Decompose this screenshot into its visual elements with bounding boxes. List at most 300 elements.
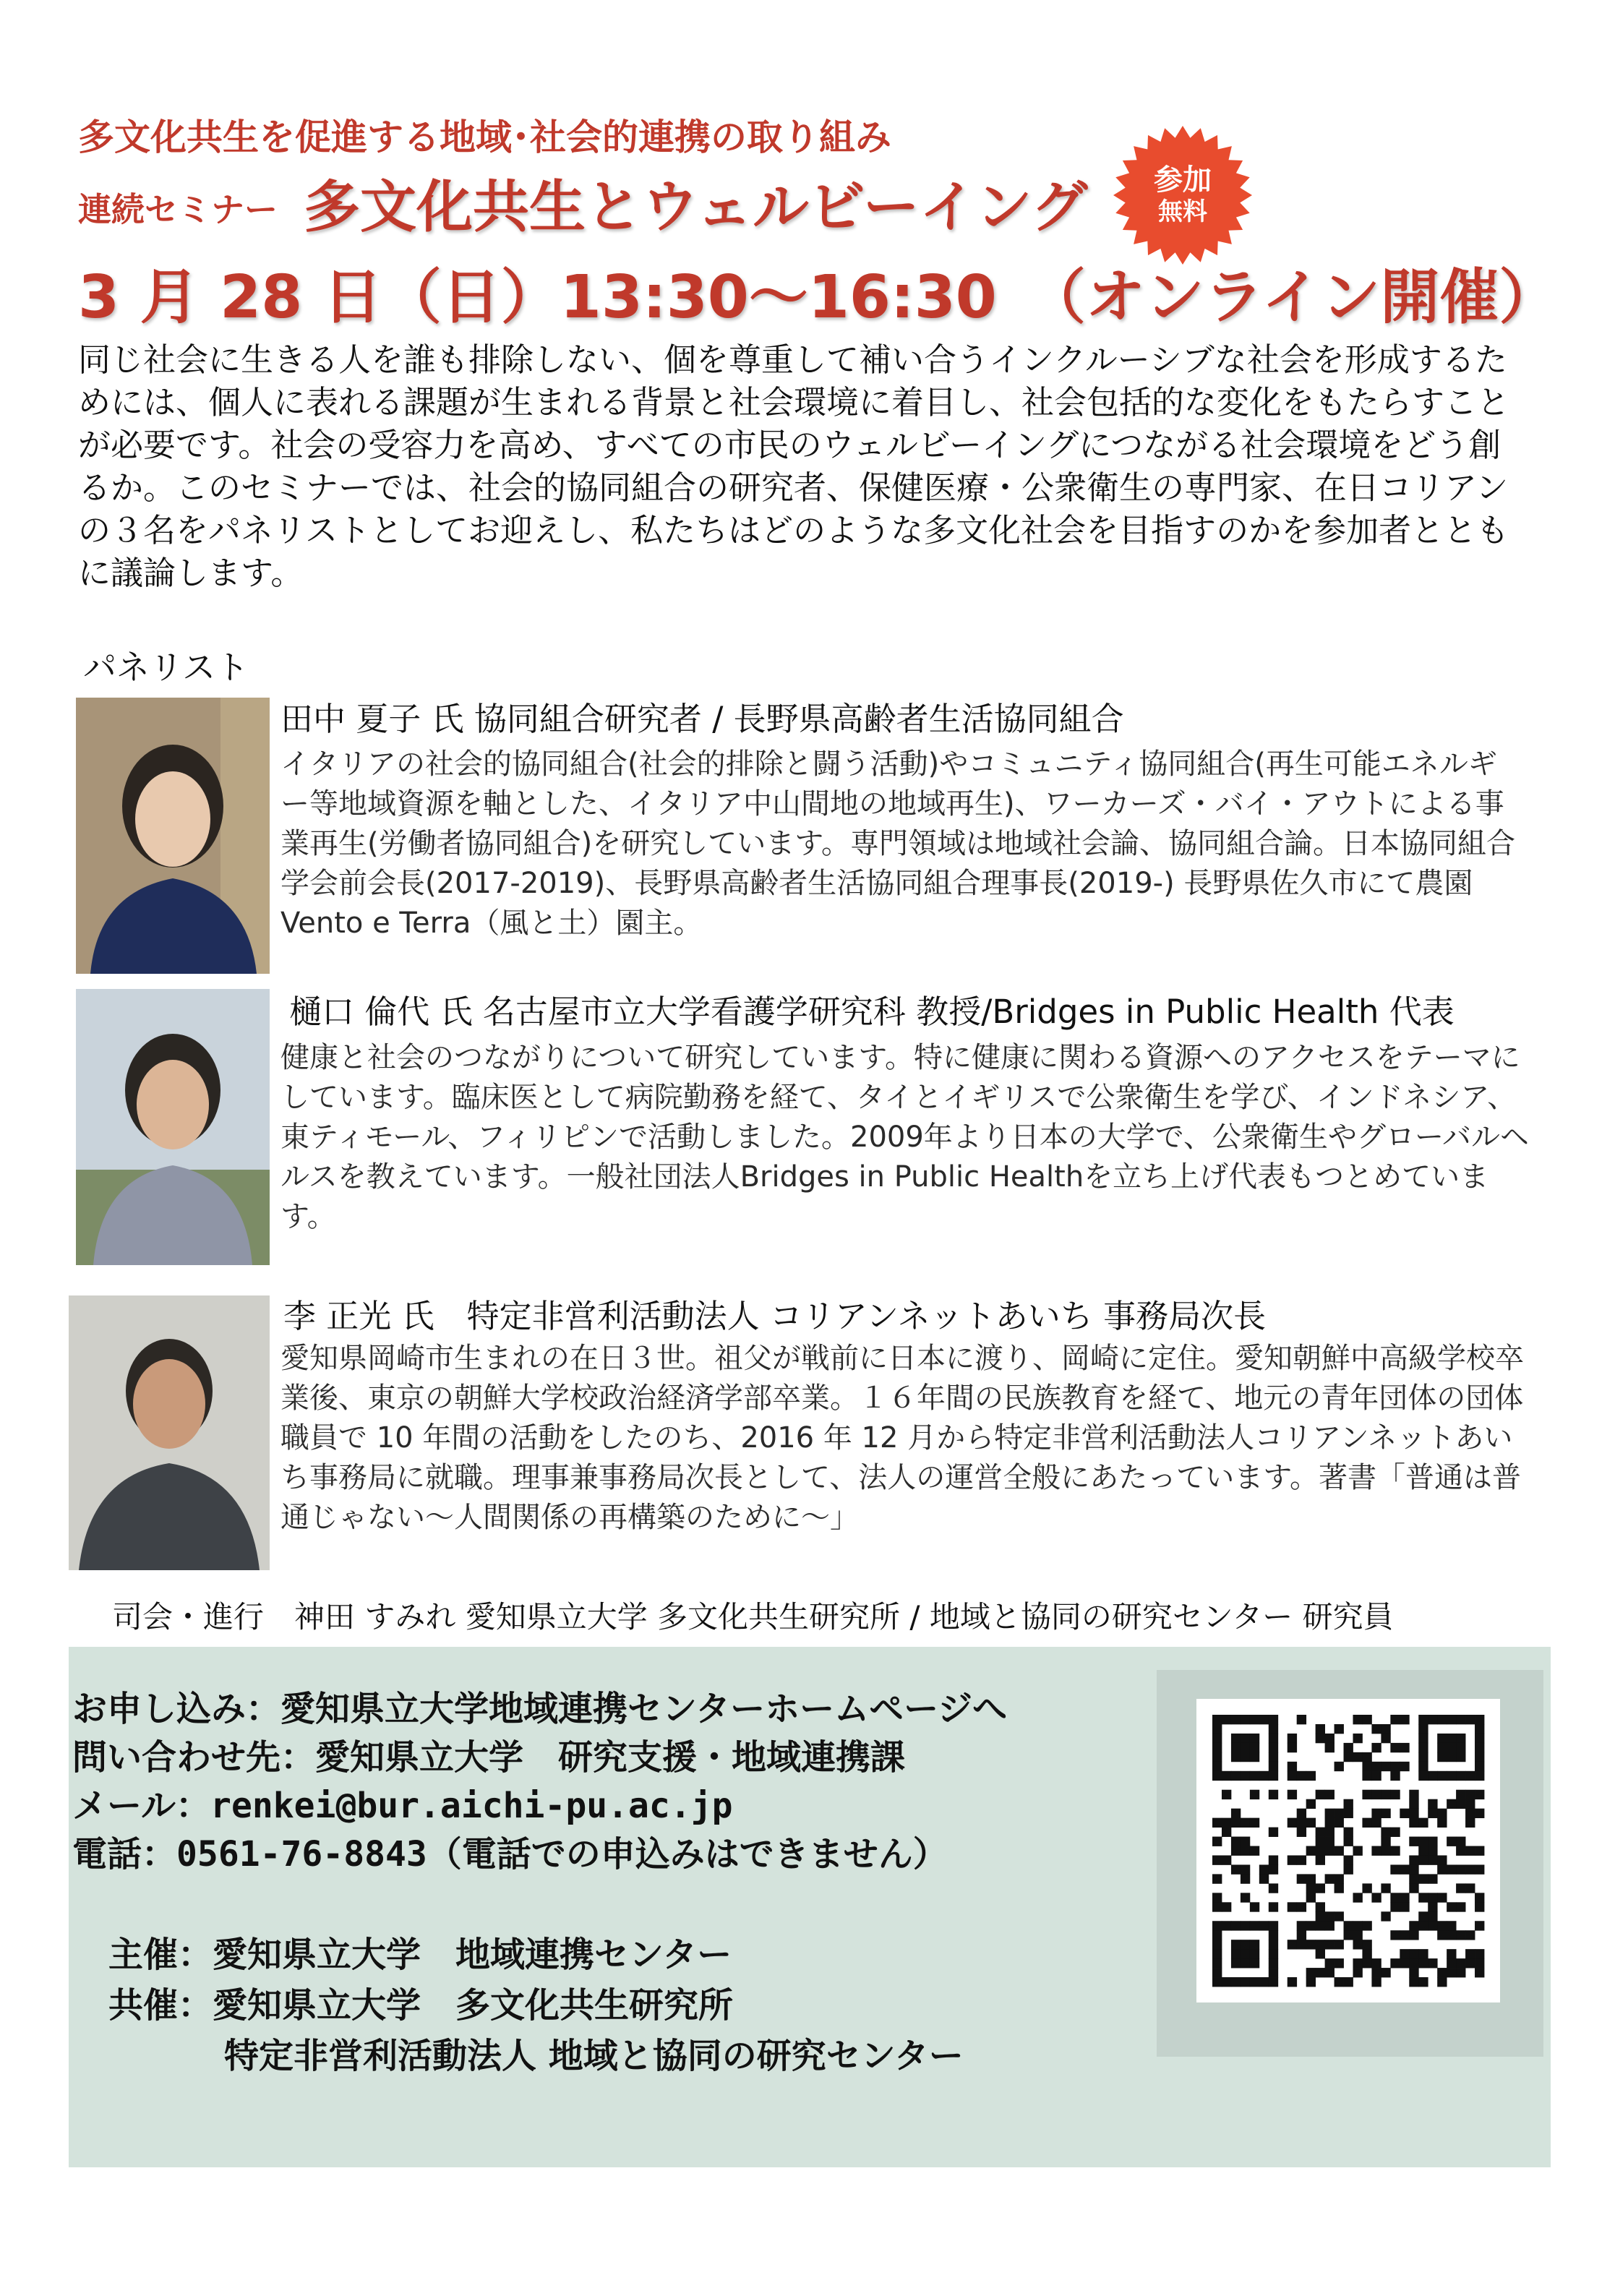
qr-module	[1371, 1977, 1381, 1987]
qr-module	[1400, 1762, 1409, 1771]
qr-module	[1306, 1977, 1316, 1987]
qr-module	[1212, 1958, 1222, 1968]
moderator-line: 司会・進行 神田 すみれ 愛知県立大学 多文化共生研究所 / 地域と協同の研究センター 研究員	[112, 1599, 1394, 1635]
qr-module	[1241, 1893, 1250, 1902]
qr-module	[1371, 1724, 1381, 1734]
qr-module	[1456, 1864, 1465, 1874]
qr-module	[1371, 1893, 1381, 1902]
qr-module	[1428, 1958, 1437, 1968]
qr-module	[1418, 1837, 1428, 1846]
qr-module	[1306, 1921, 1316, 1930]
qr-module	[1259, 1771, 1269, 1781]
qr-module	[1390, 1864, 1400, 1874]
qr-module	[1288, 1818, 1297, 1828]
qr-module	[1353, 1930, 1362, 1940]
qr-module	[1400, 1930, 1409, 1940]
qr-module	[1371, 1771, 1381, 1781]
qr-module	[1475, 1762, 1484, 1771]
qr-module	[1465, 1930, 1475, 1940]
qr-module	[1428, 1809, 1437, 1818]
qr-module	[1456, 1958, 1465, 1968]
qr-module	[1316, 1883, 1325, 1893]
qr-module	[1362, 1715, 1371, 1724]
qr-module	[1250, 1715, 1259, 1724]
qr-module	[1353, 1958, 1362, 1968]
qr-module	[1418, 1846, 1428, 1856]
qr-module	[1428, 1921, 1437, 1930]
qr-module	[1418, 1724, 1428, 1734]
qr-module	[1437, 1752, 1447, 1762]
qr-module	[1381, 1968, 1390, 1977]
qr-module	[1409, 1949, 1418, 1958]
series-label: 連続セミナー	[78, 190, 278, 229]
qr-module	[1409, 1874, 1418, 1883]
event-datetime: 3 月 28 日（日）13:30～16:30 （オンライン開催）	[78, 263, 1559, 332]
qr-module	[1335, 1724, 1344, 1734]
qr-module	[1390, 1790, 1400, 1799]
qr-module	[1428, 1799, 1437, 1809]
qr-module	[1212, 1968, 1222, 1977]
qr-module	[1437, 1734, 1447, 1743]
qr-module	[1231, 1940, 1241, 1949]
qr-module	[1344, 1921, 1353, 1930]
qr-module	[1456, 1968, 1465, 1977]
qr-module	[1362, 1762, 1371, 1771]
qr-module	[1437, 1771, 1447, 1781]
qr-module	[1335, 1762, 1344, 1771]
qr-module	[1212, 1762, 1222, 1771]
qr-module	[1418, 1893, 1428, 1902]
qr-module	[1250, 1846, 1259, 1856]
qr-module	[1428, 1902, 1437, 1911]
qr-module	[1325, 1921, 1335, 1930]
qr-module	[1428, 1715, 1437, 1724]
qr-module	[1381, 1762, 1390, 1771]
qr-module	[1212, 1724, 1222, 1734]
qr-module	[1306, 1968, 1316, 1977]
qr-module	[1344, 1752, 1353, 1762]
qr-module	[1222, 1790, 1231, 1799]
qr-code-icon	[1196, 1699, 1500, 2002]
qr-module	[1316, 1855, 1325, 1864]
qr-module	[1325, 1837, 1335, 1846]
qr-module	[1316, 1790, 1325, 1799]
qr-module	[1325, 1828, 1335, 1837]
qr-module	[1250, 1771, 1259, 1781]
qr-module	[1269, 1883, 1278, 1893]
qr-module	[1335, 1940, 1344, 1949]
panelist-3-photo	[69, 1295, 270, 1570]
qr-module	[1447, 1921, 1456, 1930]
qr-module	[1297, 1940, 1306, 1949]
qr-module	[1316, 1968, 1325, 1977]
qr-module	[1409, 1921, 1418, 1930]
qr-module	[1409, 1790, 1418, 1799]
panelist-1-desc: イタリアの社会的協同組合(社会的排除と闘う活動)やコミュニティ協同組合(再生可能エネルギー等地域資源を軸とした、イタリア中山間地の地域再生)、ワーカーズ・バイ・アウトによる事業再生(労働者協同組合)を研究しています。専門領域は地域社会論、協同組合論。日本協同組合学会前会長(2017-2019)、長野県高齢者生活協同組合理事長(2019-) 長野県佐久市にて農園 Vento e Terra（風と土）園主。	[280, 748, 1516, 940]
qr-module	[1269, 1734, 1278, 1743]
qr-module	[1344, 1809, 1353, 1818]
qr-module	[1250, 1818, 1259, 1828]
qr-module	[1475, 1771, 1484, 1781]
qr-module	[1231, 1958, 1241, 1968]
qr-module	[1288, 1977, 1297, 1987]
qr-module	[1241, 1846, 1250, 1856]
qr-module	[1212, 1949, 1222, 1958]
qr-module	[1409, 1864, 1418, 1874]
qr-module	[1222, 1977, 1231, 1987]
qr-module	[1409, 1958, 1418, 1968]
qr-module	[1325, 1790, 1335, 1799]
cohost-line	[108, 1977, 733, 2027]
qr-module	[1288, 1940, 1297, 1949]
qr-module	[1353, 1752, 1362, 1762]
qr-code[interactable]	[1196, 1699, 1500, 2002]
qr-module	[1250, 1790, 1259, 1799]
qr-module	[1335, 1883, 1344, 1893]
qr-module	[1409, 1968, 1418, 1977]
qr-module	[1390, 1715, 1400, 1724]
qr-module	[1447, 1902, 1456, 1911]
qr-module	[1381, 1837, 1390, 1846]
qr-module	[1447, 1743, 1456, 1752]
qr-module	[1465, 1949, 1475, 1958]
qr-module	[1390, 1902, 1400, 1911]
qr-module	[1212, 1743, 1222, 1752]
qr-module	[1456, 1734, 1465, 1743]
qr-module	[1335, 1958, 1344, 1968]
qr-module	[1241, 1752, 1250, 1762]
qr-module	[1475, 1752, 1484, 1762]
qr-module	[1250, 1734, 1259, 1743]
panelist-3-desc: 愛知県岡崎市生まれの在日３世。祖父が戦前に日本に渡り、岡崎に定住。愛知朝鮮中高級学校卒業後、東京の朝鮮大学校政治経済学部卒業。１６年間の民族教育を経て、地元の青年団体の団体職員で 10 年間の活動をしたのち、2016 年 12 月から特定非営利活動法人コリアンネットあいち事務局に就職。理事兼事務局次長として、法人の運営全般にあたっています。著書「普通は普通じゃない～人間関係の再構築のために～」	[280, 1342, 1524, 1534]
qr-module	[1316, 1902, 1325, 1911]
qr-module	[1362, 1818, 1371, 1828]
qr-module	[1418, 1911, 1428, 1921]
apply-line: お申し込み：愛知県立大学地域連携センターホームページへ	[72, 1689, 1008, 1729]
qr-module	[1447, 1837, 1456, 1846]
qr-module	[1456, 1715, 1465, 1724]
qr-module	[1212, 1921, 1222, 1930]
qr-module	[1456, 1902, 1465, 1911]
qr-module	[1306, 1799, 1316, 1809]
qr-module	[1269, 1724, 1278, 1734]
qr-module	[1475, 1902, 1484, 1911]
qr-module	[1418, 1949, 1428, 1958]
qr-module	[1409, 1883, 1418, 1893]
qr-module	[1250, 1977, 1259, 1987]
qr-module	[1231, 1818, 1241, 1828]
qr-module	[1465, 1818, 1475, 1828]
qr-module	[1371, 1968, 1381, 1977]
mail-label: メール：	[72, 1786, 211, 1826]
qr-module	[1306, 1893, 1316, 1902]
qr-module	[1381, 1790, 1390, 1799]
qr-module	[1447, 1958, 1456, 1968]
qr-module	[1250, 1949, 1259, 1958]
qr-module	[1390, 1743, 1400, 1752]
qr-module	[1288, 1855, 1297, 1864]
qr-module	[1400, 1809, 1409, 1818]
qr-module	[1212, 1902, 1222, 1911]
qr-module	[1390, 1958, 1400, 1968]
qr-module	[1362, 1949, 1371, 1958]
qr-module	[1400, 1949, 1409, 1958]
intro-paragraph: 同じ社会に生きる人を誰も排除しない、個を尊重して補い合うインクルーシブな社会を形成するためには、個人に表れる課題が生まれる背景と社会環境に着目し、社会包括的な変化をもたらすことが必要です。社会の受容力を高め、すべての市民のウェルビーイングにつながる社会環境をどう創るか。このセミナーでは、社会的協同組合の研究者、保健医療・公衆衛生の専門家、在日コリアンの３名をパネリストとしてお迎えし、私たちはどのような多文化社会を目指すのかを参加者とともに議論します。	[78, 340, 1510, 592]
cohost-label: 共催：	[108, 1985, 213, 2026]
qr-module	[1259, 1715, 1269, 1724]
qr-module	[1269, 1940, 1278, 1949]
qr-module	[1269, 1977, 1278, 1987]
cohost-1: 愛知県立大学 多文化共生研究所	[213, 1985, 734, 2026]
qr-module	[1269, 1715, 1278, 1724]
qr-module	[1409, 1799, 1418, 1809]
qr-module	[1475, 1809, 1484, 1818]
qr-module	[1231, 1771, 1241, 1781]
qr-module	[1231, 1809, 1241, 1818]
qr-module	[1297, 1874, 1306, 1883]
qr-module	[1269, 1930, 1278, 1940]
qr-module	[1259, 1864, 1269, 1874]
qr-module	[1381, 1846, 1390, 1856]
qr-module	[1269, 1790, 1278, 1799]
qr-module	[1241, 1940, 1250, 1949]
qr-module	[1269, 1949, 1278, 1958]
qr-module	[1222, 1771, 1231, 1781]
qr-module	[1465, 1799, 1475, 1809]
qr-module	[1212, 1715, 1222, 1724]
panelist-2-photo	[76, 989, 270, 1265]
qr-module	[1400, 1902, 1409, 1911]
qr-module	[1297, 1921, 1306, 1930]
qr-module	[1456, 1930, 1465, 1940]
phone-number[interactable]: 0561-76-8843	[176, 1834, 427, 1875]
qr-module	[1231, 1977, 1241, 1987]
qr-module	[1344, 1743, 1353, 1752]
qr-module	[1390, 1771, 1400, 1781]
qr-module	[1437, 1743, 1447, 1752]
qr-module	[1465, 1883, 1475, 1893]
qr-module	[1418, 1818, 1428, 1828]
qr-module	[1297, 1930, 1306, 1940]
qr-module	[1269, 1902, 1278, 1911]
qr-module	[1212, 1837, 1222, 1846]
qr-module	[1447, 1752, 1456, 1762]
qr-module	[1353, 1968, 1362, 1977]
qr-module	[1344, 1799, 1353, 1809]
qr-module	[1269, 1743, 1278, 1752]
qr-module	[1465, 1715, 1475, 1724]
qr-module	[1250, 1752, 1259, 1762]
mail-address[interactable]: renkei@bur.aichi-pu.ac.jp	[210, 1786, 733, 1826]
qr-module	[1306, 1883, 1316, 1893]
qr-module	[1269, 1752, 1278, 1762]
qr-module	[1418, 1958, 1428, 1968]
panelist-3-name: 李 正光 氏 特定非営利活動法人 コリアンネットあいち 事務局次長	[283, 1297, 1267, 1335]
qr-module	[1222, 1902, 1231, 1911]
phone-line	[72, 1826, 948, 1876]
qr-module	[1362, 1771, 1371, 1781]
qr-module	[1231, 1864, 1241, 1874]
qr-module	[1344, 1828, 1353, 1837]
qr-module	[1241, 1771, 1250, 1781]
qr-module	[1288, 1734, 1297, 1743]
qr-module	[1362, 1752, 1371, 1762]
qr-module	[1428, 1846, 1437, 1856]
qr-module	[1269, 1771, 1278, 1781]
qr-module	[1437, 1864, 1447, 1874]
qr-module	[1241, 1874, 1250, 1883]
qr-module	[1316, 1828, 1325, 1837]
panelist-2-desc: 健康と社会のつながりについて研究しています。特に健康に関わる資源へのアクセスをテーマにしています。臨床医として病院勤務を経て、タイとイギリスで公衆衛生を学び、インドネシア、東ティモール、フィリピンで活動しました。2009年より日本の大学で、公衆衛生やグローバルヘルスを教えています。一般社団法人Bridges in Public Healthを立ち上げ代表もつとめています。	[280, 1041, 1529, 1233]
qr-module	[1447, 1864, 1456, 1874]
inquiry-line: 問い合わせ先：愛知県立大学 研究支援・地域連携課	[72, 1737, 906, 1778]
qr-module	[1465, 1958, 1475, 1968]
qr-module	[1475, 1949, 1484, 1958]
qr-module	[1212, 1752, 1222, 1762]
qr-module	[1269, 1958, 1278, 1968]
qr-module	[1241, 1977, 1250, 1987]
panelist-2-name: 樋口 倫代 氏 名古屋市立大学看護学研究科 教授/Bridges in Public Health 代表	[289, 993, 1455, 1031]
qr-module	[1390, 1846, 1400, 1856]
qr-module	[1250, 1940, 1259, 1949]
qr-module	[1371, 1809, 1381, 1818]
qr-module	[1400, 1743, 1409, 1752]
qr-module	[1353, 1893, 1362, 1902]
qr-module	[1241, 1734, 1250, 1743]
qr-module	[1437, 1893, 1447, 1902]
qr-module	[1250, 1743, 1259, 1752]
qr-module	[1335, 1977, 1344, 1987]
qr-module	[1231, 1837, 1241, 1846]
qr-module	[1288, 1902, 1297, 1911]
qr-module	[1456, 1883, 1465, 1893]
qr-module	[1475, 1790, 1484, 1799]
qr-module	[1428, 1911, 1437, 1921]
qr-module	[1297, 1828, 1306, 1837]
qr-module	[1428, 1874, 1437, 1883]
qr-module	[1222, 1855, 1231, 1864]
free-badge	[1110, 123, 1255, 267]
qr-module	[1371, 1790, 1381, 1799]
qr-module	[1456, 1846, 1465, 1856]
qr-module	[1371, 1743, 1381, 1752]
qr-module	[1316, 1846, 1325, 1856]
qr-module	[1259, 1874, 1269, 1883]
qr-module	[1212, 1855, 1222, 1864]
qr-module	[1465, 1864, 1475, 1874]
qr-module	[1447, 1930, 1456, 1940]
qr-module	[1475, 1968, 1484, 1977]
qr-module	[1428, 1855, 1437, 1864]
qr-module	[1222, 1828, 1231, 1837]
qr-module	[1353, 1846, 1362, 1856]
qr-module	[1381, 1911, 1390, 1921]
qr-module	[1288, 1771, 1297, 1781]
qr-module	[1475, 1921, 1484, 1930]
qr-module	[1325, 1818, 1335, 1828]
qr-module	[1259, 1977, 1269, 1987]
qr-module	[1381, 1883, 1390, 1893]
qr-module	[1371, 1762, 1381, 1771]
qr-module	[1241, 1949, 1250, 1958]
qr-module	[1465, 1846, 1475, 1856]
qr-module	[1269, 1828, 1278, 1837]
qr-module	[1390, 1893, 1400, 1902]
qr-module	[1456, 1743, 1465, 1752]
qr-module	[1371, 1958, 1381, 1968]
qr-module	[1241, 1837, 1250, 1846]
qr-module	[1222, 1715, 1231, 1724]
panelists-heading: パネリスト	[83, 648, 249, 687]
qr-module	[1475, 1846, 1484, 1856]
qr-module	[1456, 1752, 1465, 1762]
qr-module	[1325, 1958, 1335, 1968]
qr-module	[1456, 1771, 1465, 1781]
qr-module	[1418, 1743, 1428, 1752]
qr-module	[1381, 1809, 1390, 1818]
qr-module	[1381, 1724, 1390, 1734]
cohost-2: 特定非営利活動法人 地域と協同の研究センター	[224, 2036, 964, 2076]
qr-module	[1418, 1977, 1428, 1987]
qr-module	[1241, 1715, 1250, 1724]
qr-module	[1409, 1855, 1418, 1864]
qr-module	[1475, 1734, 1484, 1743]
qr-module	[1409, 1837, 1418, 1846]
qr-module	[1212, 1818, 1222, 1828]
qr-module	[1475, 1743, 1484, 1752]
qr-module	[1475, 1715, 1484, 1724]
qr-module	[1316, 1949, 1325, 1958]
qr-module	[1231, 1715, 1241, 1724]
qr-module	[1418, 1752, 1428, 1762]
qr-module	[1306, 1771, 1316, 1781]
qr-module	[1306, 1818, 1316, 1828]
qr-module	[1306, 1846, 1316, 1856]
qr-module	[1409, 1818, 1418, 1828]
qr-module	[1297, 1771, 1306, 1781]
qr-module	[1222, 1818, 1231, 1828]
qr-module	[1353, 1940, 1362, 1949]
qr-module	[1269, 1968, 1278, 1977]
qr-module	[1353, 1715, 1362, 1724]
panelist-1-photo	[76, 698, 270, 974]
qr-module	[1325, 1734, 1335, 1743]
qr-module	[1400, 1893, 1409, 1902]
qr-module	[1400, 1864, 1409, 1874]
qr-module	[1288, 1790, 1297, 1799]
qr-panel	[1157, 1670, 1543, 2057]
qr-module	[1231, 1846, 1241, 1856]
qr-module	[1269, 1864, 1278, 1874]
qr-module	[1390, 1828, 1400, 1837]
qr-module	[1409, 1977, 1418, 1987]
qr-module	[1335, 1846, 1344, 1856]
qr-module	[1325, 1874, 1335, 1883]
qr-module	[1250, 1902, 1259, 1911]
qr-module	[1259, 1921, 1269, 1930]
qr-module	[1437, 1715, 1447, 1724]
qr-module	[1241, 1743, 1250, 1752]
qr-module	[1212, 1977, 1222, 1987]
qr-module	[1409, 1809, 1418, 1818]
qr-module	[1231, 1949, 1241, 1958]
qr-module	[1344, 1930, 1353, 1940]
phone-label: 電話：	[72, 1834, 177, 1875]
qr-module	[1371, 1818, 1381, 1828]
qr-module	[1381, 1828, 1390, 1837]
qr-module	[1325, 1940, 1335, 1949]
qr-module	[1297, 1818, 1306, 1828]
